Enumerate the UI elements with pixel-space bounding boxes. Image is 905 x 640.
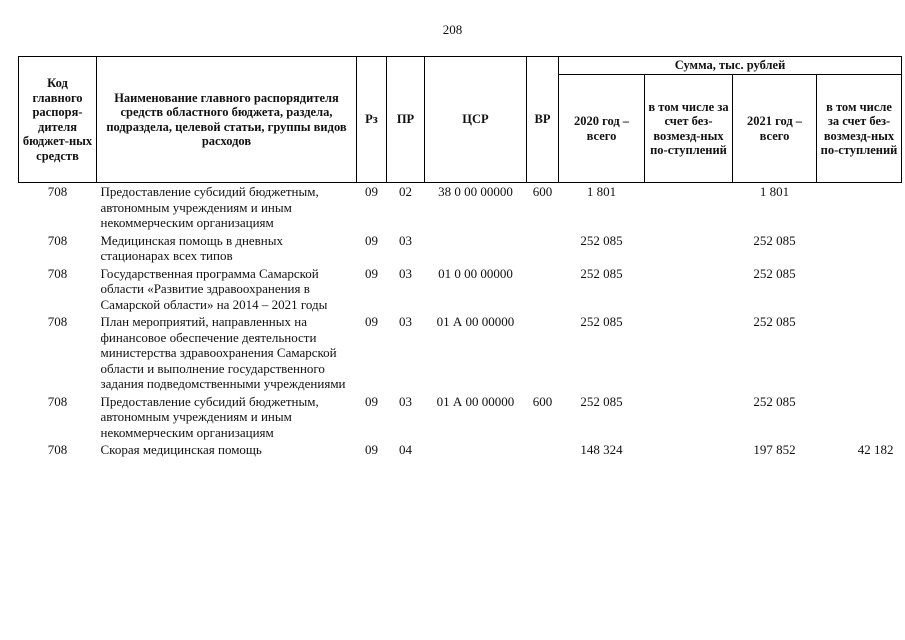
cell-2021-total: 252 085 [753, 265, 796, 281]
cell-csr: 01 А 00 00000 [436, 393, 515, 409]
cell-vr: 600 [532, 184, 553, 199]
header-2020-free: в том числе за счет без-возмезд-ных по-ступлений [645, 75, 733, 183]
cell-2020-free [645, 183, 733, 233]
cell-2020-total: 252 085 [580, 393, 623, 409]
budget-table [18, 56, 902, 460]
cell-code: 708 [47, 184, 68, 199]
cell-2020-total: 1 801 [586, 184, 617, 199]
table-row [19, 394, 902, 443]
page-number: 208 [442, 22, 463, 37]
cell-2021-free [817, 183, 902, 233]
cell-code: 708 [47, 314, 68, 329]
cell-csr [425, 233, 527, 266]
cell-code: 708 [47, 442, 68, 457]
cell-rz: 09 [365, 442, 378, 457]
cell-vr [527, 233, 559, 266]
cell-name: Предоставление субсидий бюджетным, автономным учреждениям и иным некоммерческим организациям [100, 184, 319, 230]
cell-name: Государственная программа Самарской области «Развитие здравоохранения в Самарской области» на 2014 – 2021 годы [100, 265, 328, 312]
cell-pr: 03 [399, 265, 412, 281]
header-2020-total: 2020 год – всего [559, 75, 645, 183]
table-body [19, 183, 902, 460]
cell-2020-free [645, 233, 733, 266]
cell-rz: 09 [365, 265, 378, 281]
cell-pr: 03 [399, 393, 412, 409]
header-code: Код главного распоря-дителя бюджет-ных средств [19, 57, 97, 183]
cell-pr: 02 [399, 184, 412, 199]
cell-csr: 01 0 00 00000 [438, 265, 513, 281]
table-row [19, 266, 902, 315]
cell-2021-total: 252 085 [753, 393, 796, 409]
header-pr: ПР [387, 57, 425, 183]
cell-rz: 09 [365, 314, 378, 329]
cell-pr: 04 [399, 442, 412, 457]
cell-vr [527, 266, 559, 315]
cell-name: Скорая медицинская помощь [100, 442, 262, 457]
table-row [19, 442, 902, 460]
cell-csr: 38 0 00 00000 [438, 184, 513, 199]
cell-csr [425, 442, 527, 460]
cell-2021-free [817, 314, 902, 394]
header-rz: Рз [357, 57, 387, 183]
cell-2020-total: 252 085 [580, 314, 623, 329]
cell-2021-total: 1 801 [759, 184, 790, 199]
cell-vr: 600 [532, 393, 553, 409]
cell-2020-free [645, 394, 733, 443]
cell-2020-total: 252 085 [580, 265, 623, 281]
table-row [19, 314, 902, 394]
cell-rz: 09 [365, 232, 378, 248]
cell-rz: 09 [365, 393, 378, 409]
table-row [19, 233, 902, 266]
cell-2020-free [645, 314, 733, 394]
header-2021-total: 2021 год – всего [733, 75, 817, 183]
cell-2021-total: 252 085 [753, 232, 796, 248]
cell-code: 708 [47, 232, 68, 248]
cell-vr [527, 314, 559, 394]
cell-2020-total: 148 324 [580, 442, 623, 457]
header-name: Наименование главного распорядителя средств областного бюджета, раздела, подраздела, целевой статьи, группы видов расходов [97, 57, 357, 183]
cell-2020-free [645, 442, 733, 460]
header-sum: Сумма, тыс. рублей [559, 57, 902, 75]
cell-2021-total: 197 852 [753, 442, 796, 457]
cell-name: Предоставление субсидий бюджетным, автономным учреждениям и иным некоммерческим организациям [100, 393, 319, 440]
header-2021-free: в том числе за счет без-возмезд-ных по-ступлений [817, 75, 902, 183]
cell-2020-total: 252 085 [580, 232, 623, 248]
cell-csr: 01 А 00 00000 [436, 314, 515, 329]
header-csr: ЦСР [425, 57, 527, 183]
cell-2021-total: 252 085 [753, 314, 796, 329]
cell-2021-free: 42 182 [857, 442, 894, 457]
cell-name: Медицинская помощь в дневных стационарах всех типов [100, 232, 284, 263]
cell-2020-free [645, 266, 733, 315]
cell-pr: 03 [399, 314, 412, 329]
cell-vr [527, 442, 559, 460]
cell-pr: 03 [399, 232, 412, 248]
cell-2021-free [817, 233, 902, 266]
cell-2021-free [817, 266, 902, 315]
cell-name: План мероприятий, направленных на финансовое обеспечение деятельности министерства здравоохранения Самарской области и выполнение государственного задания подведомственными учреждениями [100, 314, 346, 391]
cell-2021-free [817, 394, 902, 443]
cell-code: 708 [47, 393, 68, 409]
header-vr: ВР [527, 57, 559, 183]
cell-code: 708 [47, 265, 68, 281]
table-row [19, 183, 902, 233]
table-header [19, 57, 902, 183]
cell-rz: 09 [365, 184, 378, 199]
